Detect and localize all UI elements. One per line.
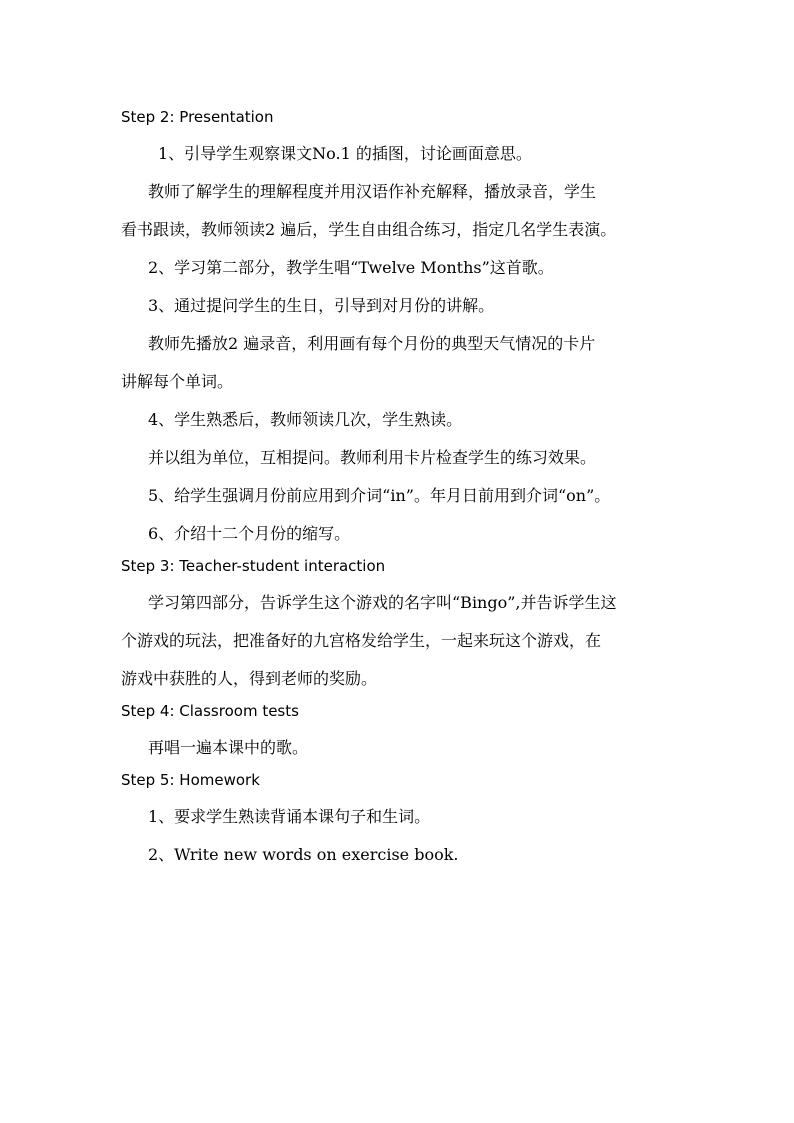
step2-line-1: 1、引导学生观察课文No.1 的插图，讨论画面意思。 [158,144,532,163]
step2-line-7: 讲解每个单词。 [121,372,234,391]
step5-line-2: 2、Write new words on exercise book. [148,845,459,864]
step2-line-5: 3、通过提问学生的生日，引导到对月份的讲解。 [148,296,495,315]
step4-heading: Step 4: Classroom tests [121,702,299,720]
step5-heading: Step 5: Homework [121,771,260,789]
step2-line-11: 6、介绍十二个月份的缩写。 [148,524,351,543]
step3-line-3: 游戏中获胜的人，得到老师的奖励。 [121,669,378,688]
step5-line-1: 1、要求学生熟读背诵本课句子和生词。 [148,807,431,826]
step4-line-1: 再唱一遍本课中的歌。 [148,738,309,757]
step2-heading: Step 2: Presentation [121,108,274,126]
step2-line-2: 教师了解学生的理解程度并用汉语作补充解释，播放录音，学生 [148,182,597,201]
step2-line-10: 5、给学生强调月份前应用到介词“in”。年月日前用到介词“on”。 [148,486,611,505]
step2-line-3: 看书跟读，教师领读2 遍后，学生自由组合练习，指定几名学生表演。 [121,220,617,239]
step2-line-9: 并以组为单位，互相提问。教师利用卡片检查学生的练习效果。 [148,448,597,467]
step2-line-6: 教师先播放2 遍录音，利用画有每个月份的典型天气情况的卡片 [148,334,596,353]
step3-line-1: 学习第四部分，告诉学生这个游戏的名字叫“Bingo”,并告诉学生这 [148,593,617,612]
step3-line-2: 个游戏的玩法，把准备好的九宫格发给学生，一起来玩这个游戏，在 [121,631,602,650]
step2-line-4: 2、学习第二部分，教学生唱“Twelve Months”这首歌。 [148,258,554,277]
step2-line-8: 4、学生熟悉后，教师领读几次，学生熟读。 [148,410,463,429]
step3-heading: Step 3: Teacher-student interaction [121,557,386,575]
